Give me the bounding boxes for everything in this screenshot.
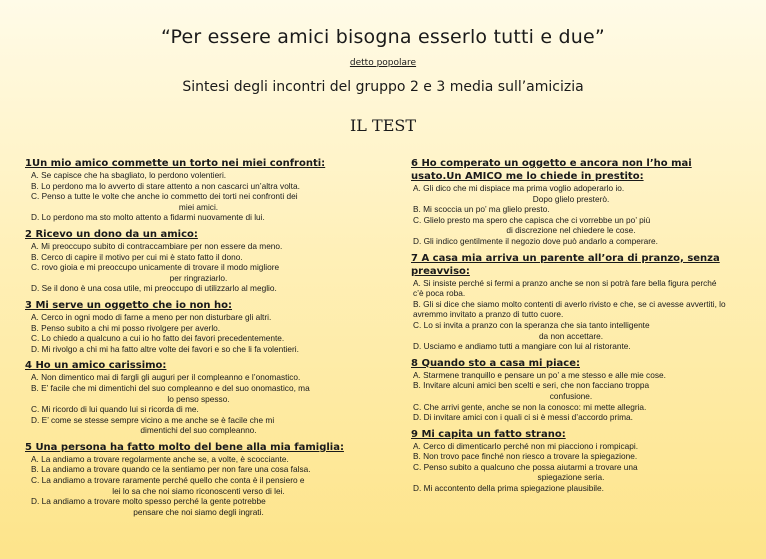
answer-1c bbox=[25, 191, 370, 212]
answer-5c bbox=[25, 475, 370, 496]
answer-1c-line2: miei amici. bbox=[178, 201, 219, 212]
document-heading: Sintesi degli incontri del gruppo 2 e 3 media sull’amicizia bbox=[182, 79, 584, 95]
answer-1a: A. Se capisce che ha sbagliato, lo perdono volentieri. bbox=[31, 170, 227, 180]
answer-1b: B. Lo perdono ma lo avverto di stare attento a non cascarci un’altra volta. bbox=[31, 180, 300, 191]
answer-1c-line1: C. Penso a tutte le volte che anche io commetto dei torti nei confronti dei bbox=[31, 191, 298, 202]
question-5: 5 Una persona ha fatto molto del bene alla mia famiglia: bbox=[25, 441, 344, 453]
answer-3a: A. Cerco in ogni modo di farne a meno per non disturbare gli altri. bbox=[31, 311, 272, 322]
answer-9a: A. Cerco di dimenticarlo perché non mi piacciono i rompicapi. bbox=[413, 440, 639, 451]
answer-3b: B. Penso subito a chi mi posso rivolgere per averlo. bbox=[31, 322, 221, 333]
question-8: 8 Quando sto a casa mi piace: bbox=[411, 357, 580, 369]
answer-9c-line2: spiegazione seria. bbox=[537, 472, 605, 483]
answer-5c-line1: C. La andiamo a trovare raramente perché quello che conta è il pensiero e bbox=[31, 475, 305, 486]
answer-2c-line1: C. rovo gioia e mi preoccupo unicamente di trovare il modo migliore bbox=[31, 262, 280, 273]
answer-4b-line1: B. E’ facile che mi dimentichi del suo compleanno e del suo onomastico, ma bbox=[31, 382, 310, 393]
answer-9d: D. Mi accontento della prima spiegazione plausibile. bbox=[413, 483, 604, 494]
answer-6a bbox=[411, 183, 729, 204]
answer-2c-line2: per ringraziarlo. bbox=[169, 272, 228, 283]
answer-8b-line2: confusione. bbox=[549, 390, 593, 401]
question-2: 2 Ricevo un dono da un amico: bbox=[25, 228, 198, 240]
answer-6b: B. Mi scoccia un po’ ma glielo presto. bbox=[413, 204, 550, 215]
answer-6a-line2: Dopo glielo presterò. bbox=[532, 193, 610, 204]
question-6: 6 Ho comperato un oggetto e ancora non l’ho mai usato.Un AMICO me lo chiede in prestito: bbox=[411, 158, 692, 182]
answer-6c bbox=[411, 215, 729, 236]
answer-7c-line2: da non accettare. bbox=[538, 330, 604, 341]
answer-5d-line2: pensare che noi siamo degli ingrati. bbox=[133, 506, 264, 517]
answer-4d-line2: dimentichi del suo compleanno. bbox=[140, 425, 257, 436]
answer-5c-line2: lei lo sa che noi siamo riconoscenti verso di lei. bbox=[112, 485, 285, 496]
answer-4d-line1: D. E’ come se stesse sempre vicino a me anche se è facile che mi bbox=[31, 414, 275, 425]
answer-9c bbox=[411, 462, 729, 483]
answer-4a: A. Non dimentico mai di fargli gli auguri per il compleanno e l’onomastico. bbox=[31, 372, 301, 383]
answer-8b-line1: B. Invitare alcuni amici ben scelti e seri, che non facciano troppa bbox=[413, 380, 650, 391]
answer-3c: C. Lo chiedo a qualcuno a cui io ho fatto dei favori precedentemente. bbox=[31, 333, 285, 344]
answer-7d: D. Usciamo e andiamo tutti a mangiare con lui al ristorante. bbox=[413, 341, 631, 352]
answer-5d-line1: D. La andiamo a trovare molto spesso perché la gente potrebbe bbox=[31, 496, 266, 507]
answer-6c-line2: di discrezione nel chiedere le cose. bbox=[506, 225, 636, 236]
answer-4b bbox=[25, 383, 370, 404]
document-subtitle: detto popolare bbox=[349, 58, 417, 68]
answer-6c-line1: C. Glielo presto ma spero che capisca che ci vorrebbe un po’ più bbox=[413, 214, 651, 225]
answer-7a: A. Si insiste perché si fermi a pranzo anche se non si potrà fare bella figura perché c’è poca roba. bbox=[413, 277, 717, 299]
answer-1d: D. Lo perdono ma sto molto attento a fidarmi nuovamente di lui. bbox=[31, 212, 265, 223]
answer-2c bbox=[25, 262, 370, 283]
question-3: 3 Mi serve un oggetto che io non ho: bbox=[25, 299, 233, 311]
answer-2b: B. Cerco di capire il motivo per cui mi è stato fatto il dono. bbox=[31, 251, 243, 262]
test-label: IL TEST bbox=[349, 116, 416, 135]
answer-9b: B. Non trovo pace finché non riesco a trovare la spiegazione. bbox=[413, 451, 638, 462]
question-9: 9 Mi capita un fatto strano: bbox=[411, 428, 566, 440]
answer-4c: C. Mi ricordo di lui quando lui si ricorda di me. bbox=[31, 404, 199, 415]
answer-5d bbox=[25, 496, 370, 517]
answer-5b: B. La andiamo a trovare quando ce la sentiamo per non fare una cosa falsa. bbox=[31, 464, 311, 475]
answer-2a: A. Mi preoccupo subito di contraccambiare per non essere da meno. bbox=[31, 240, 283, 251]
answer-7c bbox=[411, 320, 729, 341]
question-4: 4 Ho un amico carissimo: bbox=[25, 360, 167, 372]
question-7: 7 A casa mia arriva un parente all’ora di pranzo, senza preavviso: bbox=[411, 252, 720, 277]
answer-8b bbox=[411, 380, 729, 401]
right-column bbox=[411, 155, 729, 494]
answer-4b-line2: lo penso spesso. bbox=[167, 393, 230, 404]
answer-8a: A. Starmene tranquillo e pensare un po’ a me stesso e alle mie cose. bbox=[413, 369, 666, 380]
answer-6a-line1: A. Gli dico che mi dispiace ma prima voglio adoperarlo io. bbox=[413, 183, 625, 193]
question-1: 1Un mio amico commette un torto nei miei confronti: bbox=[25, 158, 326, 169]
answer-8d: D. Di invitare amici con i quali ci si è messi d’accordo prima. bbox=[413, 412, 633, 423]
answer-2d: D. Se il dono è una cosa utile, mi preoccupo di utilizzarlo al meglio. bbox=[31, 283, 277, 294]
document-title: “Per essere amici bisogna esserlo tutti e due” bbox=[161, 26, 605, 48]
answer-5a: A. La andiamo a trovare regolarmente anche se, a volte, è scocciante. bbox=[31, 453, 289, 464]
answer-7b: B. Gli si dice che siamo molto contenti di averlo rivisto e che, se ci avesse avvertiti, lo avremmo invitato a pranzo di tutto cuore. bbox=[413, 298, 726, 320]
left-column bbox=[25, 155, 370, 517]
answer-6d: D. Gli indico gentilmente il negozio dove può andarlo a comperare. bbox=[413, 235, 658, 246]
answer-4d bbox=[25, 415, 370, 436]
answer-7c-line1: C. Lo si invita a pranzo con la speranza che sia tanto intelligente bbox=[413, 319, 650, 330]
answer-3d: D. Mi rivolgo a chi mi ha fatto altre volte dei favori e so che li fa volentieri. bbox=[31, 343, 299, 354]
answer-8c: C. Che arrivi gente, anche se non la conosco: mi mette allegria. bbox=[413, 401, 647, 412]
answer-9c-line1: C. Penso subito a qualcuno che possa aiutarmi a trovare una bbox=[413, 461, 638, 472]
